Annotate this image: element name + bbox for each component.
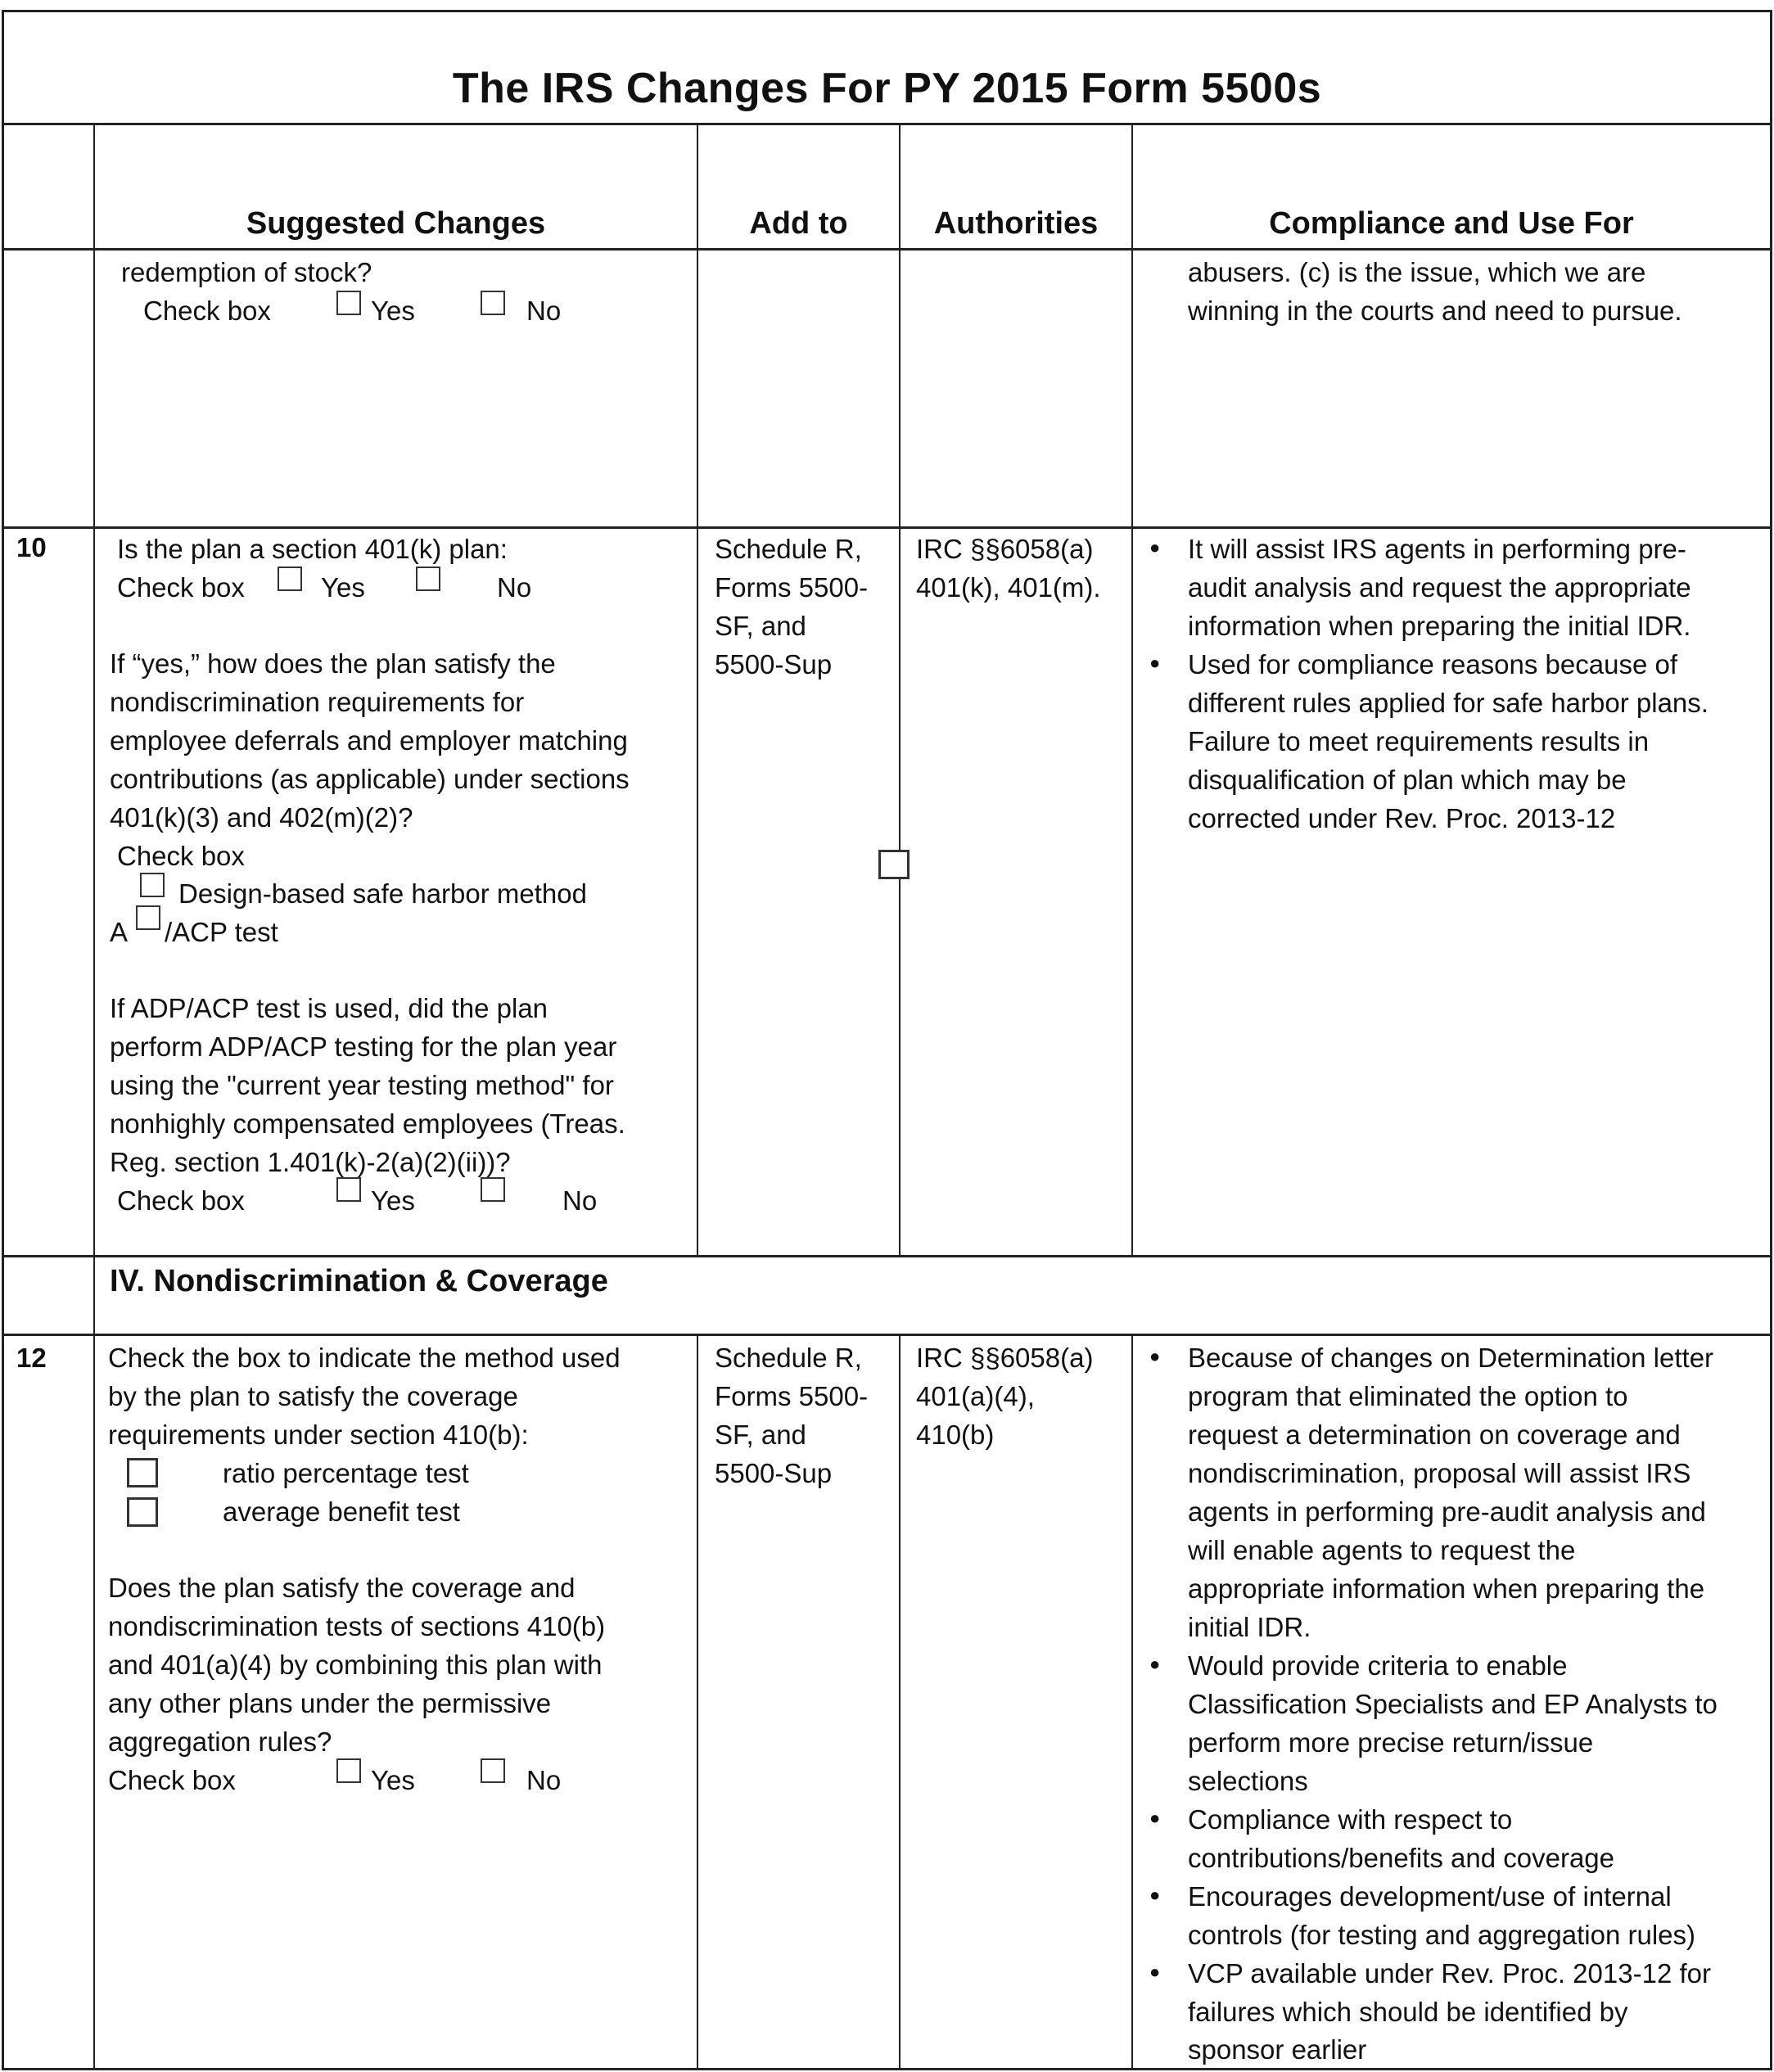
section-divider-top [2, 1255, 1772, 1257]
header-compliance: Compliance and Use For [1269, 206, 1634, 241]
section-divider-bottom [2, 1334, 1772, 1336]
row10-authorities-line-1: IRC §§6058(a) [916, 534, 1094, 564]
page-title: The IRS Changes For PY 2015 Form 5500s [452, 65, 1322, 112]
row10-addto-line-3: SF, and [715, 611, 806, 641]
cont-question: redemption of stock? [121, 257, 372, 287]
row10-bullet-2-line-2: different rules applied for safe harbor plans. [1188, 688, 1709, 718]
row12-yes-label: Yes [371, 1765, 415, 1795]
col-divider-addto-b [697, 1334, 698, 2070]
row12-no-label: No [526, 1765, 562, 1795]
row12-bullet-3-marker [1149, 1808, 1160, 1829]
row12-bullet-1-line-4: nondiscrimination, proposal will assist IRS [1188, 1458, 1691, 1488]
row10-bullet-2-line-5: corrected under Rev. Proc. 2013-12 [1188, 803, 1616, 833]
row12-bullet-1-line-3: request a determination on coverage and [1188, 1420, 1681, 1450]
row10-adp-acp-checkbox[interactable] [136, 905, 160, 930]
row10-safe-harbor-checkbox[interactable] [140, 873, 165, 897]
col-divider-authorities-a [899, 123, 901, 1257]
row10-bullet-2-line-1: Used for compliance reasons because of [1188, 649, 1677, 679]
row12-bullet-3-line-2: contributions/benefits and coverage [1188, 1843, 1615, 1873]
row12-bullet-5-marker [1149, 1961, 1160, 1983]
row10-check-label: Check box [117, 572, 245, 603]
row12-q2-line-5: aggregation rules? [108, 1727, 332, 1757]
row12-q2-line-1: Does the plan satisfy the coverage and [108, 1573, 576, 1603]
row10-q2-line-3: employee deferrals and employer matching [110, 725, 628, 756]
row10-addto-line-2: Forms 5500- [715, 572, 869, 603]
row12-bullet-2-marker [1149, 1654, 1160, 1675]
row10-current-year-yes-label: Yes [371, 1185, 415, 1216]
section-heading: IV. Nondiscrimination & Coverage [110, 1264, 608, 1298]
row12-bullet-1-line-7: appropriate information when preparing the [1188, 1573, 1705, 1604]
col-divider-addto-a [697, 123, 698, 1257]
row12-check-label: Check box [108, 1765, 236, 1795]
row10-bullet-1-marker [1149, 537, 1160, 558]
row12-bullet-3-line-1: Compliance with respect to [1188, 1804, 1513, 1835]
col-divider-authorities-b [899, 1334, 901, 2070]
row10-bullet-2-line-3: Failure to meet requirements results in [1188, 726, 1650, 756]
row10-q3-line-3: using the "current year testing method" for [110, 1070, 614, 1100]
row12-bullet-5-line-1: VCP available under Rev. Proc. 2013-12 for [1188, 1958, 1711, 1988]
cont-compliance-line-2: winning in the courts and need to pursue. [1188, 296, 1682, 326]
row10-bullet-1-line-1: It will assist IRS agents in performing pre- [1188, 534, 1686, 564]
row12-no-checkbox[interactable] [481, 1758, 505, 1783]
row10-q3-line-2: perform ADP/ACP testing for the plan year [110, 1031, 617, 1062]
table-border-left [2, 10, 4, 2070]
row10-yes-label: Yes [321, 572, 365, 603]
row10-yes-checkbox[interactable] [278, 567, 302, 591]
row10-addto-line-1: Schedule R, [715, 534, 862, 564]
row10-floating-checkbox[interactable] [878, 850, 910, 879]
row12-bullet-1-marker [1149, 1346, 1160, 1367]
row10-authorities-line-2: 401(k), 401(m). [916, 572, 1101, 603]
cont-compliance-line-1: abusers. (c) is the issue, which we are [1188, 257, 1646, 287]
row10-question-401k: Is the plan a section 401(k) plan: [117, 534, 508, 564]
row10-q2-line-4: contributions (as applicable) under sections [110, 764, 630, 794]
row-divider-10 [2, 526, 1772, 529]
row12-bullet-5-line-3: sponsor earlier [1188, 2034, 1367, 2065]
header-add-to: Add to [749, 206, 848, 241]
row10-current-year-yes-checkbox[interactable] [336, 1177, 361, 1202]
row12-bullet-1-line-5: agents in performing pre-audit analysis and [1188, 1496, 1706, 1527]
table-border-right [1770, 10, 1772, 2070]
row12-authorities-line-3: 410(b) [916, 1420, 995, 1450]
row10-no-label: No [497, 572, 532, 603]
row10-no-checkbox[interactable] [416, 567, 440, 591]
cont-yes-label: Yes [371, 296, 415, 326]
row12-bullet-1-line-1: Because of changes on Determination letter [1188, 1343, 1714, 1373]
row12-bullet-4-line-2: controls (for testing and aggregation rules) [1188, 1920, 1696, 1950]
row10-bullet-2-marker [1149, 652, 1160, 674]
row12-addto-line-1: Schedule R, [715, 1343, 862, 1373]
col-divider-compliance-b [1131, 1334, 1133, 2070]
cont-yes-checkbox[interactable] [336, 291, 361, 315]
row12-bullet-1-line-6: will enable agents to request the [1188, 1535, 1576, 1565]
row12-addto-line-2: Forms 5500- [715, 1381, 869, 1411]
row10-adp-acp-prefix: A [110, 917, 129, 947]
row10-safe-harbor-label: Design-based safe harbor method [178, 878, 587, 909]
row10-adp-acp-label: /ACP test [165, 917, 278, 947]
row12-bullet-5-line-2: failures which should be identified by [1188, 1997, 1628, 2027]
row12-bullet-2-line-2: Classification Specialists and EP Analysts to [1188, 1689, 1718, 1719]
row10-bullet-1-line-2: audit analysis and request the appropriate [1188, 572, 1691, 603]
row12-addto-line-3: SF, and [715, 1420, 806, 1450]
row12-yes-checkbox[interactable] [336, 1758, 361, 1783]
row10-q2-line-1: If “yes,” how does the plan satisfy the [110, 648, 556, 679]
row12-q2-line-4: any other plans under the permissive [108, 1688, 552, 1718]
row12-bullet-4-line-1: Encourages development/use of internal [1188, 1881, 1672, 1912]
row12-addto-line-4: 5500-Sup [715, 1458, 833, 1488]
header-suggested-changes: Suggested Changes [246, 206, 546, 241]
row10-q3-line-5: Reg. section 1.401(k)-2(a)(2)(ii))? [110, 1147, 511, 1177]
col-divider-number [93, 123, 95, 2070]
row10-q3-line-1: If ADP/ACP test is used, did the plan [110, 993, 548, 1023]
row12-bullet-1-line-8: initial IDR. [1188, 1612, 1311, 1642]
cont-check-label: Check box [143, 296, 271, 326]
row10-check-label-2: Check box [117, 841, 245, 871]
row12-q1-line-1: Check the box to indicate the method used [108, 1343, 621, 1373]
row10-current-year-no-checkbox[interactable] [481, 1177, 505, 1202]
row12-bullet-4-marker [1149, 1885, 1160, 1906]
cont-no-checkbox[interactable] [481, 291, 505, 315]
table-border-bottom [2, 2068, 1772, 2070]
row10-bullet-2-line-4: disqualification of plan which may be [1188, 765, 1627, 795]
row10-bullet-1-line-3: information when preparing the initial IDR. [1188, 611, 1691, 641]
row10-q2-line-5: 401(k)(3) and 402(m)(2)? [110, 802, 413, 833]
row12-authorities-line-2: 401(a)(4), [916, 1381, 1035, 1411]
row12-q2-line-2: nondiscrimination tests of sections 410(b) [108, 1611, 606, 1641]
row12-ratio-test-label: ratio percentage test [223, 1458, 469, 1488]
header-divider [2, 248, 1772, 251]
table-border-top [2, 10, 1772, 12]
row12-bullet-1-line-2: program that eliminated the option to [1188, 1381, 1628, 1411]
row12-authorities-line-1: IRC §§6058(a) [916, 1343, 1094, 1373]
row-number-12: 12 [16, 1343, 47, 1373]
row10-addto-line-4: 5500-Sup [715, 649, 833, 679]
row12-bullet-2-line-1: Would provide criteria to enable [1188, 1650, 1568, 1681]
col-divider-compliance-a [1131, 123, 1133, 1257]
title-divider [2, 123, 1772, 125]
row12-ratio-test-checkbox[interactable] [127, 1458, 158, 1487]
row12-q1-line-2: by the plan to satisfy the coverage [108, 1381, 518, 1411]
row12-q2-line-3: and 401(a)(4) by combining this plan with [108, 1650, 603, 1680]
cont-no-label: No [526, 296, 562, 326]
row10-current-year-no-label: No [562, 1185, 598, 1216]
row10-q2-line-2: nondiscrimination requirements for [110, 687, 525, 717]
header-authorities: Authorities [933, 206, 1099, 241]
row12-average-benefit-label: average benefit test [223, 1496, 460, 1527]
row12-bullet-2-line-4: selections [1188, 1766, 1308, 1796]
row12-q1-line-3: requirements under section 410(b): [108, 1420, 529, 1450]
row-number-10: 10 [16, 532, 47, 562]
row10-q3-line-4: nonhighly compensated employees (Treas. [110, 1108, 625, 1139]
row10-check-label-3: Check box [117, 1185, 245, 1216]
row12-average-benefit-checkbox[interactable] [127, 1497, 158, 1527]
row12-bullet-2-line-3: perform more precise return/issue [1188, 1727, 1594, 1758]
